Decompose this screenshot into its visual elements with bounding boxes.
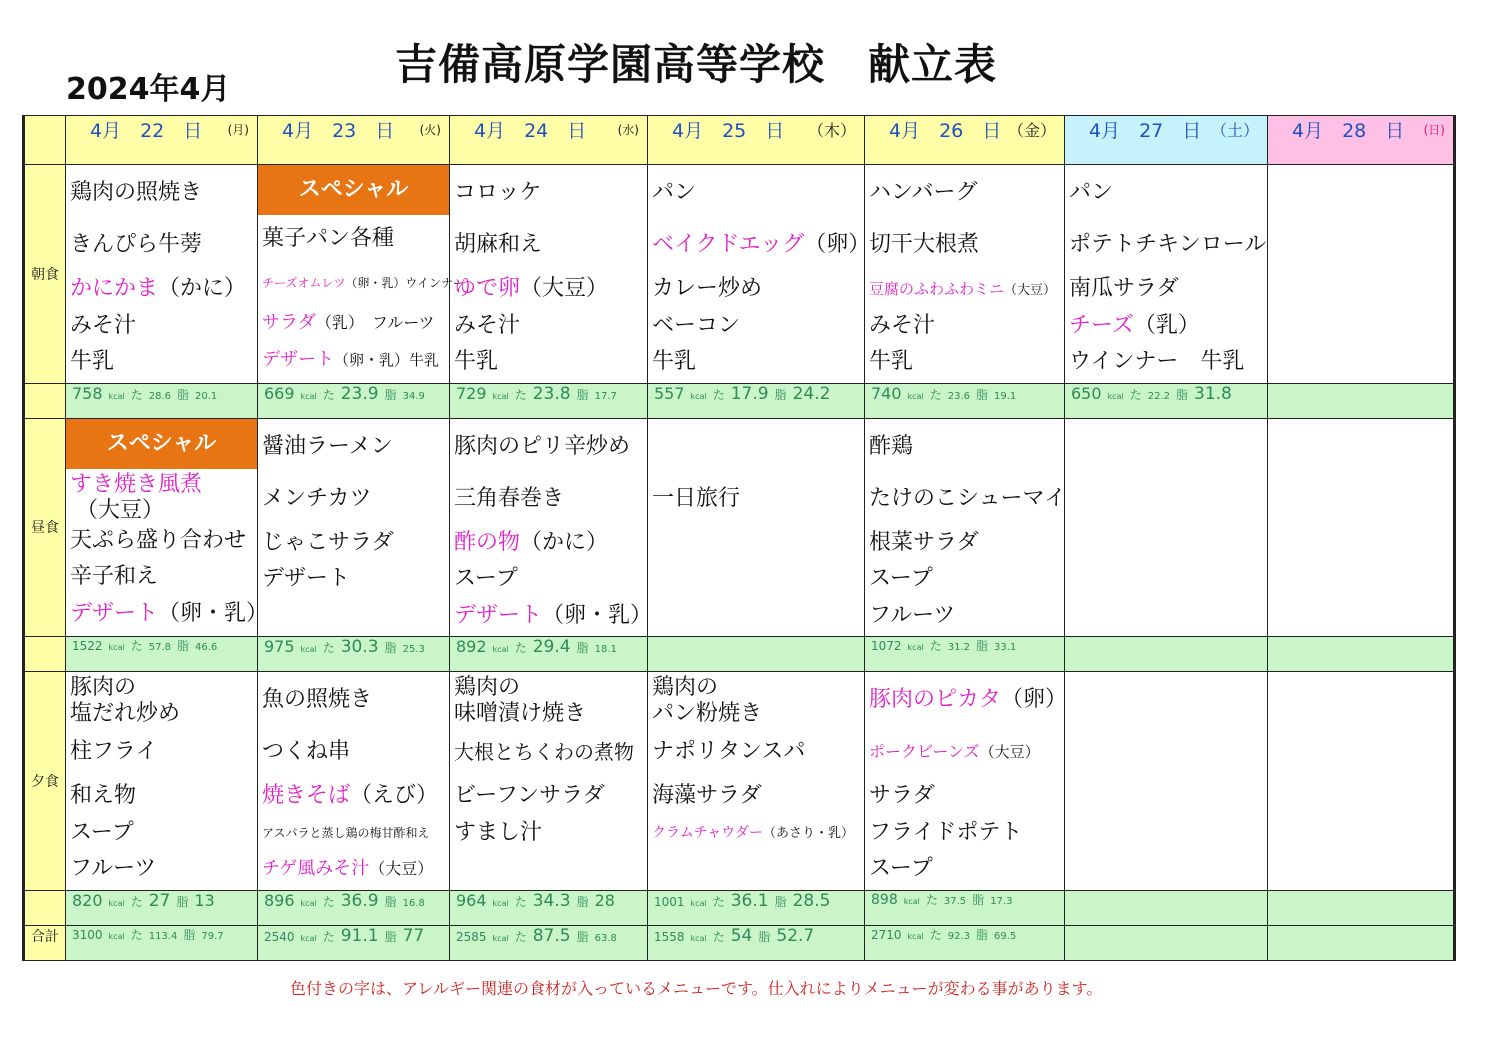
lunch-sat: [1065, 418, 1268, 637]
breakfast-row: [24, 165, 1455, 384]
dinner-sat: [1065, 672, 1268, 891]
special-badge: スペシャル: [258, 165, 449, 215]
breakfast-label: 朝食: [24, 165, 66, 384]
year-month: 2024年4月: [66, 72, 231, 107]
breakfast-wed: コロッケ 胡麻和え ゆで卵（大豆） みそ汁 牛乳: [450, 165, 648, 384]
lunch-sun: [1268, 418, 1455, 637]
date-header-fri: 4月 26 日 （金）: [865, 116, 1065, 165]
dinner-thu: 鶏肉の パン粉焼き ナポリタンスパ 海藻サラダ クラムチャウダー（あさり・乳）: [648, 672, 865, 891]
total-label: 合計: [24, 925, 66, 960]
date-header-wed: 4月 24 日 (水): [450, 116, 648, 165]
breakfast-fri: ハンバーグ 切干大根煮 豆腐のふわふわミニ（大豆） みそ汁 牛乳: [865, 165, 1065, 384]
nutrition-cell: 669 kcal た 23.9 脂 34.9: [258, 383, 450, 418]
lunch-wed: 豚肉のピリ辛炒め 三角春巻き 酢の物（かに） スープ デザート（卵・乳）: [450, 418, 648, 637]
lunch-nutrition-row: [24, 637, 1455, 672]
date-header-thu: 4月 25 日 （木）: [648, 116, 865, 165]
dinner-label: 夕食: [24, 672, 66, 891]
breakfast-nutrition-row: [24, 383, 1455, 418]
nutrition-cell: [1065, 890, 1268, 925]
total-cell: [1065, 925, 1268, 960]
nutrition-cell: 650 kcal た 22.2 脂 31.8: [1065, 383, 1268, 418]
nutrition-cell: 964 kcal た 34.3 脂 28: [450, 890, 648, 925]
lunch-thu: 一日旅行: [648, 418, 865, 637]
special-badge: スペシャル: [66, 419, 257, 469]
breakfast-thu: パン ベイクドエッグ（卵） カレー炒め ベーコン 牛乳: [648, 165, 865, 384]
lunch-mon: スペシャル すき焼き風煮 （大豆） 天ぷら盛り合わせ 辛子和え デザート（卵・乳）: [66, 418, 258, 637]
date-header-row: [24, 116, 1455, 165]
nutrition-cell: 820 kcal た 27 脂 13: [66, 890, 258, 925]
breakfast-sat: パン ポテトチキンロール 南瓜サラダ チーズ（乳） ウインナー 牛乳: [1065, 165, 1268, 384]
corner-cell: [24, 116, 66, 165]
nutrition-cell: 557 kcal た 17.9 脂 24.2: [648, 383, 865, 418]
dinner-mon: 豚肉の 塩だれ炒め 柱フライ 和え物 スープ フルーツ: [66, 672, 258, 891]
nutrition-cell: 729 kcal た 23.8 脂 17.7: [450, 383, 648, 418]
nutrition-cell: 1072 kcal た 31.2 脂 33.1: [865, 637, 1065, 672]
nutrition-cell: 975 kcal た 30.3 脂 25.3: [258, 637, 450, 672]
lunch-label: 昼食: [24, 418, 66, 637]
dinner-sun: [1268, 672, 1455, 891]
total-row: [24, 925, 1455, 960]
breakfast-sun: [1268, 165, 1455, 384]
nutrition-label-cell: [24, 383, 66, 418]
date-header-sun: 4月 28 日 (日): [1268, 116, 1455, 165]
dinner-nutrition-row: [24, 890, 1455, 925]
nutrition-cell: 896 kcal た 36.9 脂 16.8: [258, 890, 450, 925]
total-cell: 2710 kcal た 92.3 脂 69.5: [865, 925, 1065, 960]
breakfast-tue: スペシャル 菓子パン各種 チーズオムレツ（卵・乳）ウインナー サラダ（乳） フルーツ デザート（卵・乳）牛乳: [258, 165, 450, 384]
nutrition-cell: 1001 kcal た 36.1 脂 28.5: [648, 890, 865, 925]
allergen-footnote: 色付きの字は、アレルギー関連の食材が入っているメニューです。仕入れによりメニューが変わる事があります。: [290, 979, 1103, 998]
nutrition-cell: [1268, 637, 1455, 672]
dinner-fri: 豚肉のピカタ（卵） ポークビーンズ（大豆） サラダ フライドポテト スープ: [865, 672, 1065, 891]
dinner-row: [24, 672, 1455, 891]
dinner-wed: 鶏肉の 味噌漬け焼き 大根とちくわの煮物 ビーフンサラダ すまし汁: [450, 672, 648, 891]
date-header-sat: 4月 27 日 （土）: [1065, 116, 1268, 165]
lunch-row: [24, 418, 1455, 637]
nutrition-label-cell: [24, 637, 66, 672]
page-title: 吉備高原学園高等学校 献立表: [395, 40, 998, 89]
nutrition-cell: 1522 kcal た 57.8 脂 46.6: [66, 637, 258, 672]
nutrition-cell: [1065, 637, 1268, 672]
nutrition-cell: [1268, 383, 1455, 418]
menu-table: [22, 115, 1456, 961]
total-cell: 2540 kcal た 91.1 脂 77: [258, 925, 450, 960]
nutrition-cell: [1268, 890, 1455, 925]
total-cell: 1558 kcal た 54 脂 52.7: [648, 925, 865, 960]
nutrition-cell: 898 kcal た 37.5 脂 17.3: [865, 890, 1065, 925]
nutrition-label-cell: [24, 890, 66, 925]
breakfast-mon: 鶏肉の照焼き きんぴら牛蒡 かにかま（かに） みそ汁 牛乳: [66, 165, 258, 384]
lunch-fri: 酢鶏 たけのこシューマイ 根菜サラダ スープ フルーツ: [865, 418, 1065, 637]
lunch-tue: 醤油ラーメン メンチカツ じゃこサラダ デザート: [258, 418, 450, 637]
nutrition-cell: [648, 637, 865, 672]
total-cell: 3100 kcal た 113.4 脂 79.7: [66, 925, 258, 960]
total-cell: 2585 kcal た 87.5 脂 63.8: [450, 925, 648, 960]
nutrition-cell: 740 kcal た 23.6 脂 19.1: [865, 383, 1065, 418]
nutrition-cell: 892 kcal た 29.4 脂 18.1: [450, 637, 648, 672]
nutrition-cell: 758 kcal た 28.6 脂 20.1: [66, 383, 258, 418]
date-header-mon: 4月 22 日 (月): [66, 116, 258, 165]
total-cell: [1268, 925, 1455, 960]
date-header-tue: 4月 23 日 (火): [258, 116, 450, 165]
dinner-tue: 魚の照焼き つくね串 焼きそば（えび） アスパラと蒸し鶏の梅甘酢和え チゲ風みそ汁（大豆）: [258, 672, 450, 891]
